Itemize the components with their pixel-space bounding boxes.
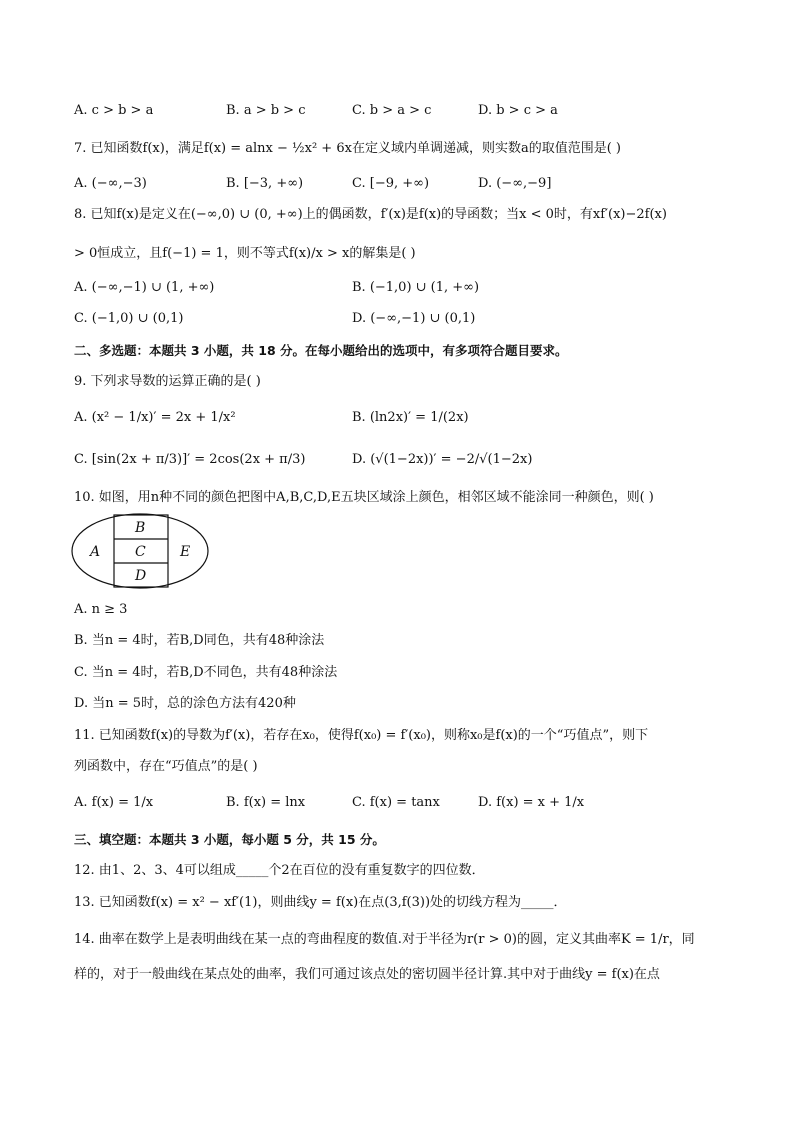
q11-stem-line1: 11. 已知函数f(x)的导数为f′(x)，若存在x₀，使得f(x₀) = f′(x₀)，则称x₀是f(x)的一个“巧值点”，则下 [74,728,649,743]
region-c-label: C [135,544,146,560]
q10-option-a: A. n ≥ 3 [74,602,128,617]
q10-stem: 10. 如图，用n种不同的颜色把图中A,B,C,D,E五块区域涂上颜色，相邻区域不能涂同一种颜色，则( ) [74,490,654,505]
q10-option-d: D. 当n = 5时，总的涂色方法有420种 [74,696,296,711]
q6-option-a: A. c > b > a [74,103,154,118]
q11-stem-line2: 列函数中，存在“巧值点”的是( ) [74,759,258,774]
q8-stem-line2: > 0恒成立，且f(−1) = 1，则不等式f(x)/x > x的解集是( ) [74,246,416,261]
region-b-label: B [135,520,146,536]
q10-option-c: C. 当n = 4时，若B,D不同色，共有48种涂法 [74,665,338,680]
region-a-label: A [90,544,101,560]
q8-stem-line1: 8. 已知f(x)是定义在(−∞,0) ∪ (0, +∞)上的偶函数，f′(x)是f(x)的导函数；当x < 0时，有xf′(x)−2f(x) [74,207,667,222]
q9-option-c: C. [sin(2x + π/3)]′ = 2cos(2x + π/3) [74,452,306,467]
q7-option-d: D. (−∞,−9] [478,176,552,191]
q7-option-b: B. [−3, +∞) [226,176,304,191]
q9-option-d: D. (√(1−2x))′ = −2/√(1−2x) [352,452,533,467]
q7-stem: 7. 已知函数f(x)，满足f(x) = alnx − ½x² + 6x在定义域内单调递减，则实数a的取值范围是( ) [74,141,621,156]
q11-option-b: B. f(x) = lnx [226,795,306,810]
q9-stem: 9. 下列求导数的运算正确的是( ) [74,374,261,389]
q10-option-b: B. 当n = 4时，若B,D同色，共有48种涂法 [74,633,325,648]
q6-option-b: B. a > b > c [226,103,306,118]
q8-option-b: B. (−1,0) ∪ (1, +∞) [352,280,480,295]
region-coloring-diagram [70,512,216,592]
q14-line2: 样的，对于一般曲线在某点处的曲率，我们可通过该点处的密切圆半径计算.其中对于曲线y = f(x)在点 [74,967,660,982]
q8-option-d: D. (−∞,−1) ∪ (0,1) [352,311,476,326]
q7-option-c: C. [−9, +∞) [352,176,430,191]
q7-option-a: A. (−∞,−3) [74,176,147,191]
section-2-header: 二、多选题：本题共 3 小题，共 18 分。在每小题给出的选项中，有多项符合题目要求。 [74,343,568,358]
q6-option-c: C. b > a > c [352,103,432,118]
q13-stem: 13. 已知函数f(x) = x² − xf′(1)，则曲线y = f(x)在点(3,f(3))处的切线方程为_____． [74,895,567,910]
q9-option-b: B. (ln2x)′ = 1/(2x) [352,410,469,425]
section-3-header: 三、填空题：本题共 3 小题，每小题 5 分，共 15 分。 [74,832,385,847]
q14-line1: 14. 曲率在数学上是表明曲线在某一点的弯曲程度的数值.对于半径为r(r > 0)的圆，定义其曲率K = 1/r，同 [74,932,695,947]
q8-option-c: C. (−1,0) ∪ (0,1) [74,311,184,326]
q6-option-d: D. b > c > a [478,103,558,118]
region-e-label: E [180,544,191,560]
q11-option-c: C. f(x) = tanx [352,795,440,810]
q11-option-d: D. f(x) = x + 1/x [478,795,585,810]
q8-option-a: A. (−∞,−1) ∪ (1, +∞) [74,280,215,295]
q11-option-a: A. f(x) = 1/x [74,795,154,810]
q9-option-a: A. (x² − 1/x)′ = 2x + 1/x² [74,410,236,425]
q12-stem: 12. 由1、2、3、4可以组成_____个2在百位的没有重复数字的四位数． [74,863,485,878]
region-d-label: D [135,568,147,584]
